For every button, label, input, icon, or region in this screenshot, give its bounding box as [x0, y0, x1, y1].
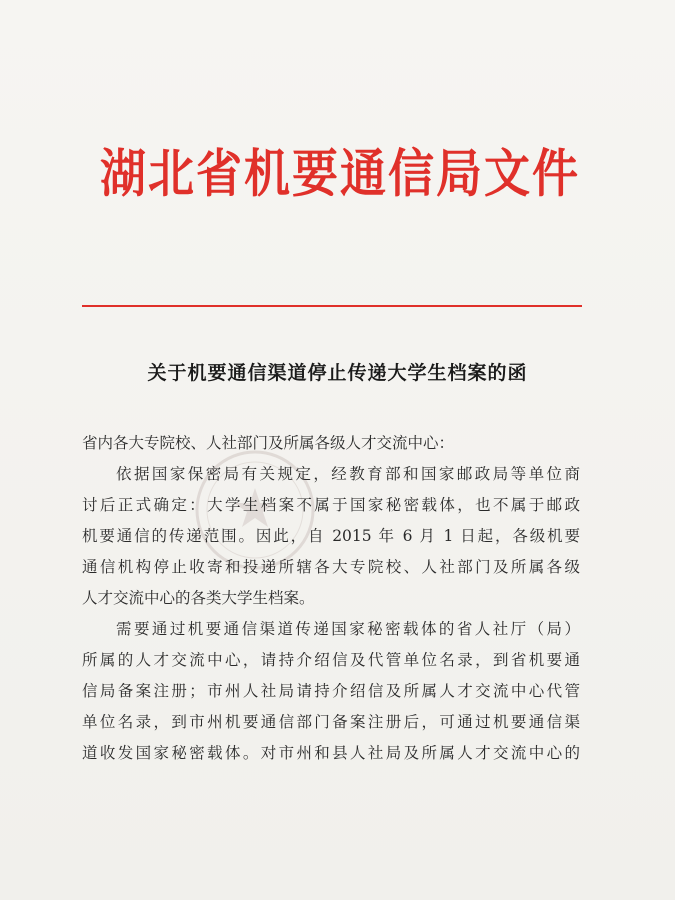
paragraph-1-line: 通信机构停止收寄和投递所辖各大专院校、人社部门及所属各级 — [82, 558, 580, 576]
paragraph-2-line: 信局备案注册；市州人社局请持介绍信及所属人才交流中心代管 — [82, 682, 580, 700]
paragraph-1-line: 人才交流中心的各类大学生档案。 — [82, 589, 315, 607]
paragraph-1-line: 讨后正式确定：大学生档案不属于国家秘密载体，也不属于邮政 — [82, 496, 580, 514]
paragraph-1-line: 机要通信的传递范围。因此，自 2015 年 6 月 1 日起，各级机要 — [82, 527, 580, 545]
salutation-line: 省内各大专院校、人社部门及所属各级人才交流中心： — [82, 434, 455, 452]
red-divider-line — [82, 305, 582, 307]
paragraph-2-line: 单位名录，到市州机要通信部门备案注册后，可通过机要通信渠 — [82, 713, 580, 731]
document-title: 关于机要通信渠道停止传递大学生档案的函 — [147, 362, 528, 384]
paragraph-1-line: 依据国家保密局有关规定，经教育部和国家邮政局等单位商 — [116, 465, 580, 483]
document-body — [82, 428, 592, 769]
paragraph-2-line: 需要通过机要通信渠道传递国家秘密载体的省人社厅（局） — [116, 620, 580, 638]
paragraph-2-line: 所属的人才交流中心，请持介绍信及代管单位名录，到省机要通 — [82, 651, 580, 669]
agency-header-title: 湖北省机要通信局文件 — [100, 143, 580, 204]
paragraph-2-line: 道收发国家秘密载体。对市州和县人社局及所属人才交流中心的 — [82, 744, 580, 762]
